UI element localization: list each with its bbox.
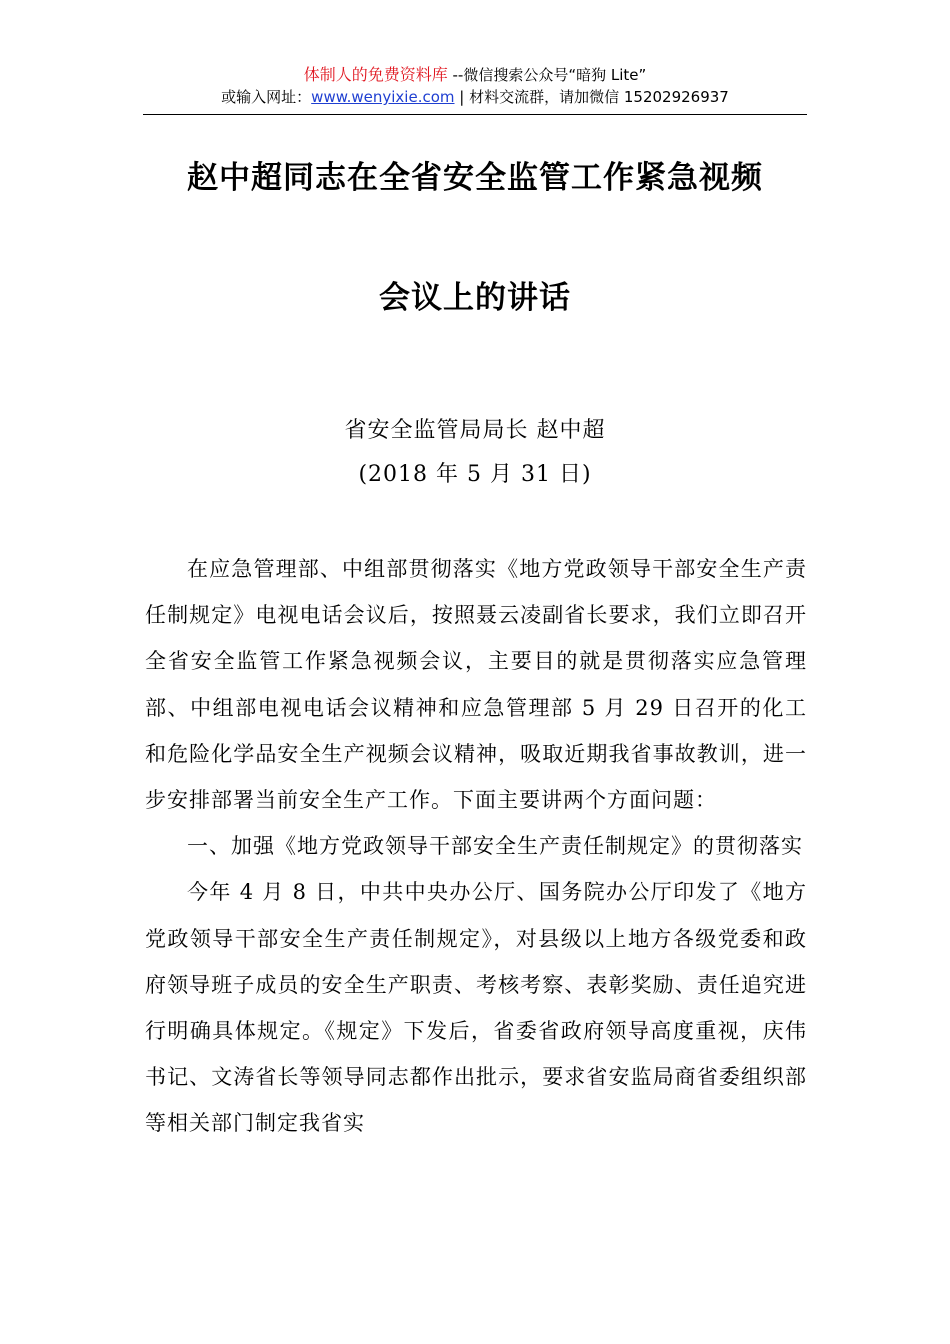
author-line: 省安全监管局局长 赵中超 (344, 418, 606, 443)
document-title-line-2: 会议上的讲话 (379, 280, 571, 316)
page-header (143, 64, 807, 108)
document-body (145, 546, 807, 1147)
paragraph: 今年 4 月 8 日，中共中央办公厅、国务院办公厅印发了《地方党政领导干部安全生产责任制规定》，对县级以上地方各级党委和政府领导班子成员的安全生产职责、考核考察、表彰奖励、责任追究进行明确具体规定。《规定》下发后，省委省政府领导高度重视，庆伟书记、文涛省长等领导同志都作出批示，要求省安监局商省委组织部等相关部门制定我省实 (145, 880, 807, 1136)
wechat-note: --微信搜索公众号“暗狗 Lite” (447, 66, 647, 84)
header-line-2 (143, 86, 807, 108)
paragraph: 在应急管理部、中组部贯彻落实《地方党政领导干部安全生产责任制规定》电视电话会议后，按照聂云凌副省长要求，我们立即召开全省安全监管工作紧急视频会议，主要目的就是贯彻落实应急管理部、中组部电视电话会议精神和应急管理部 5 月 29 日召开的化工和危险化学品安全生产视频会议精神，吸取近期我省事故教训，进一步安排部署当前安全生产工作。下面主要讲两个方面问题： (145, 557, 807, 813)
section-heading: 一、加强《地方党政领导干部安全生产责任制规定》的贯彻落实 (187, 834, 803, 859)
brand-text: 体制人的免费资料库 (303, 65, 448, 84)
website-link[interactable]: www.wenyixie.com (311, 88, 455, 106)
header-divider (143, 114, 807, 115)
contact-text: | 材料交流群，请加微信 15202926937 (454, 88, 729, 106)
header-line-1 (143, 64, 807, 86)
url-prefix: 或输入网址： (221, 88, 312, 106)
document-title-line-1: 赵中超同志在全省安全监管工作紧急视频 (187, 160, 763, 196)
date-line: (2018 年 5 月 31 日) (358, 462, 592, 487)
